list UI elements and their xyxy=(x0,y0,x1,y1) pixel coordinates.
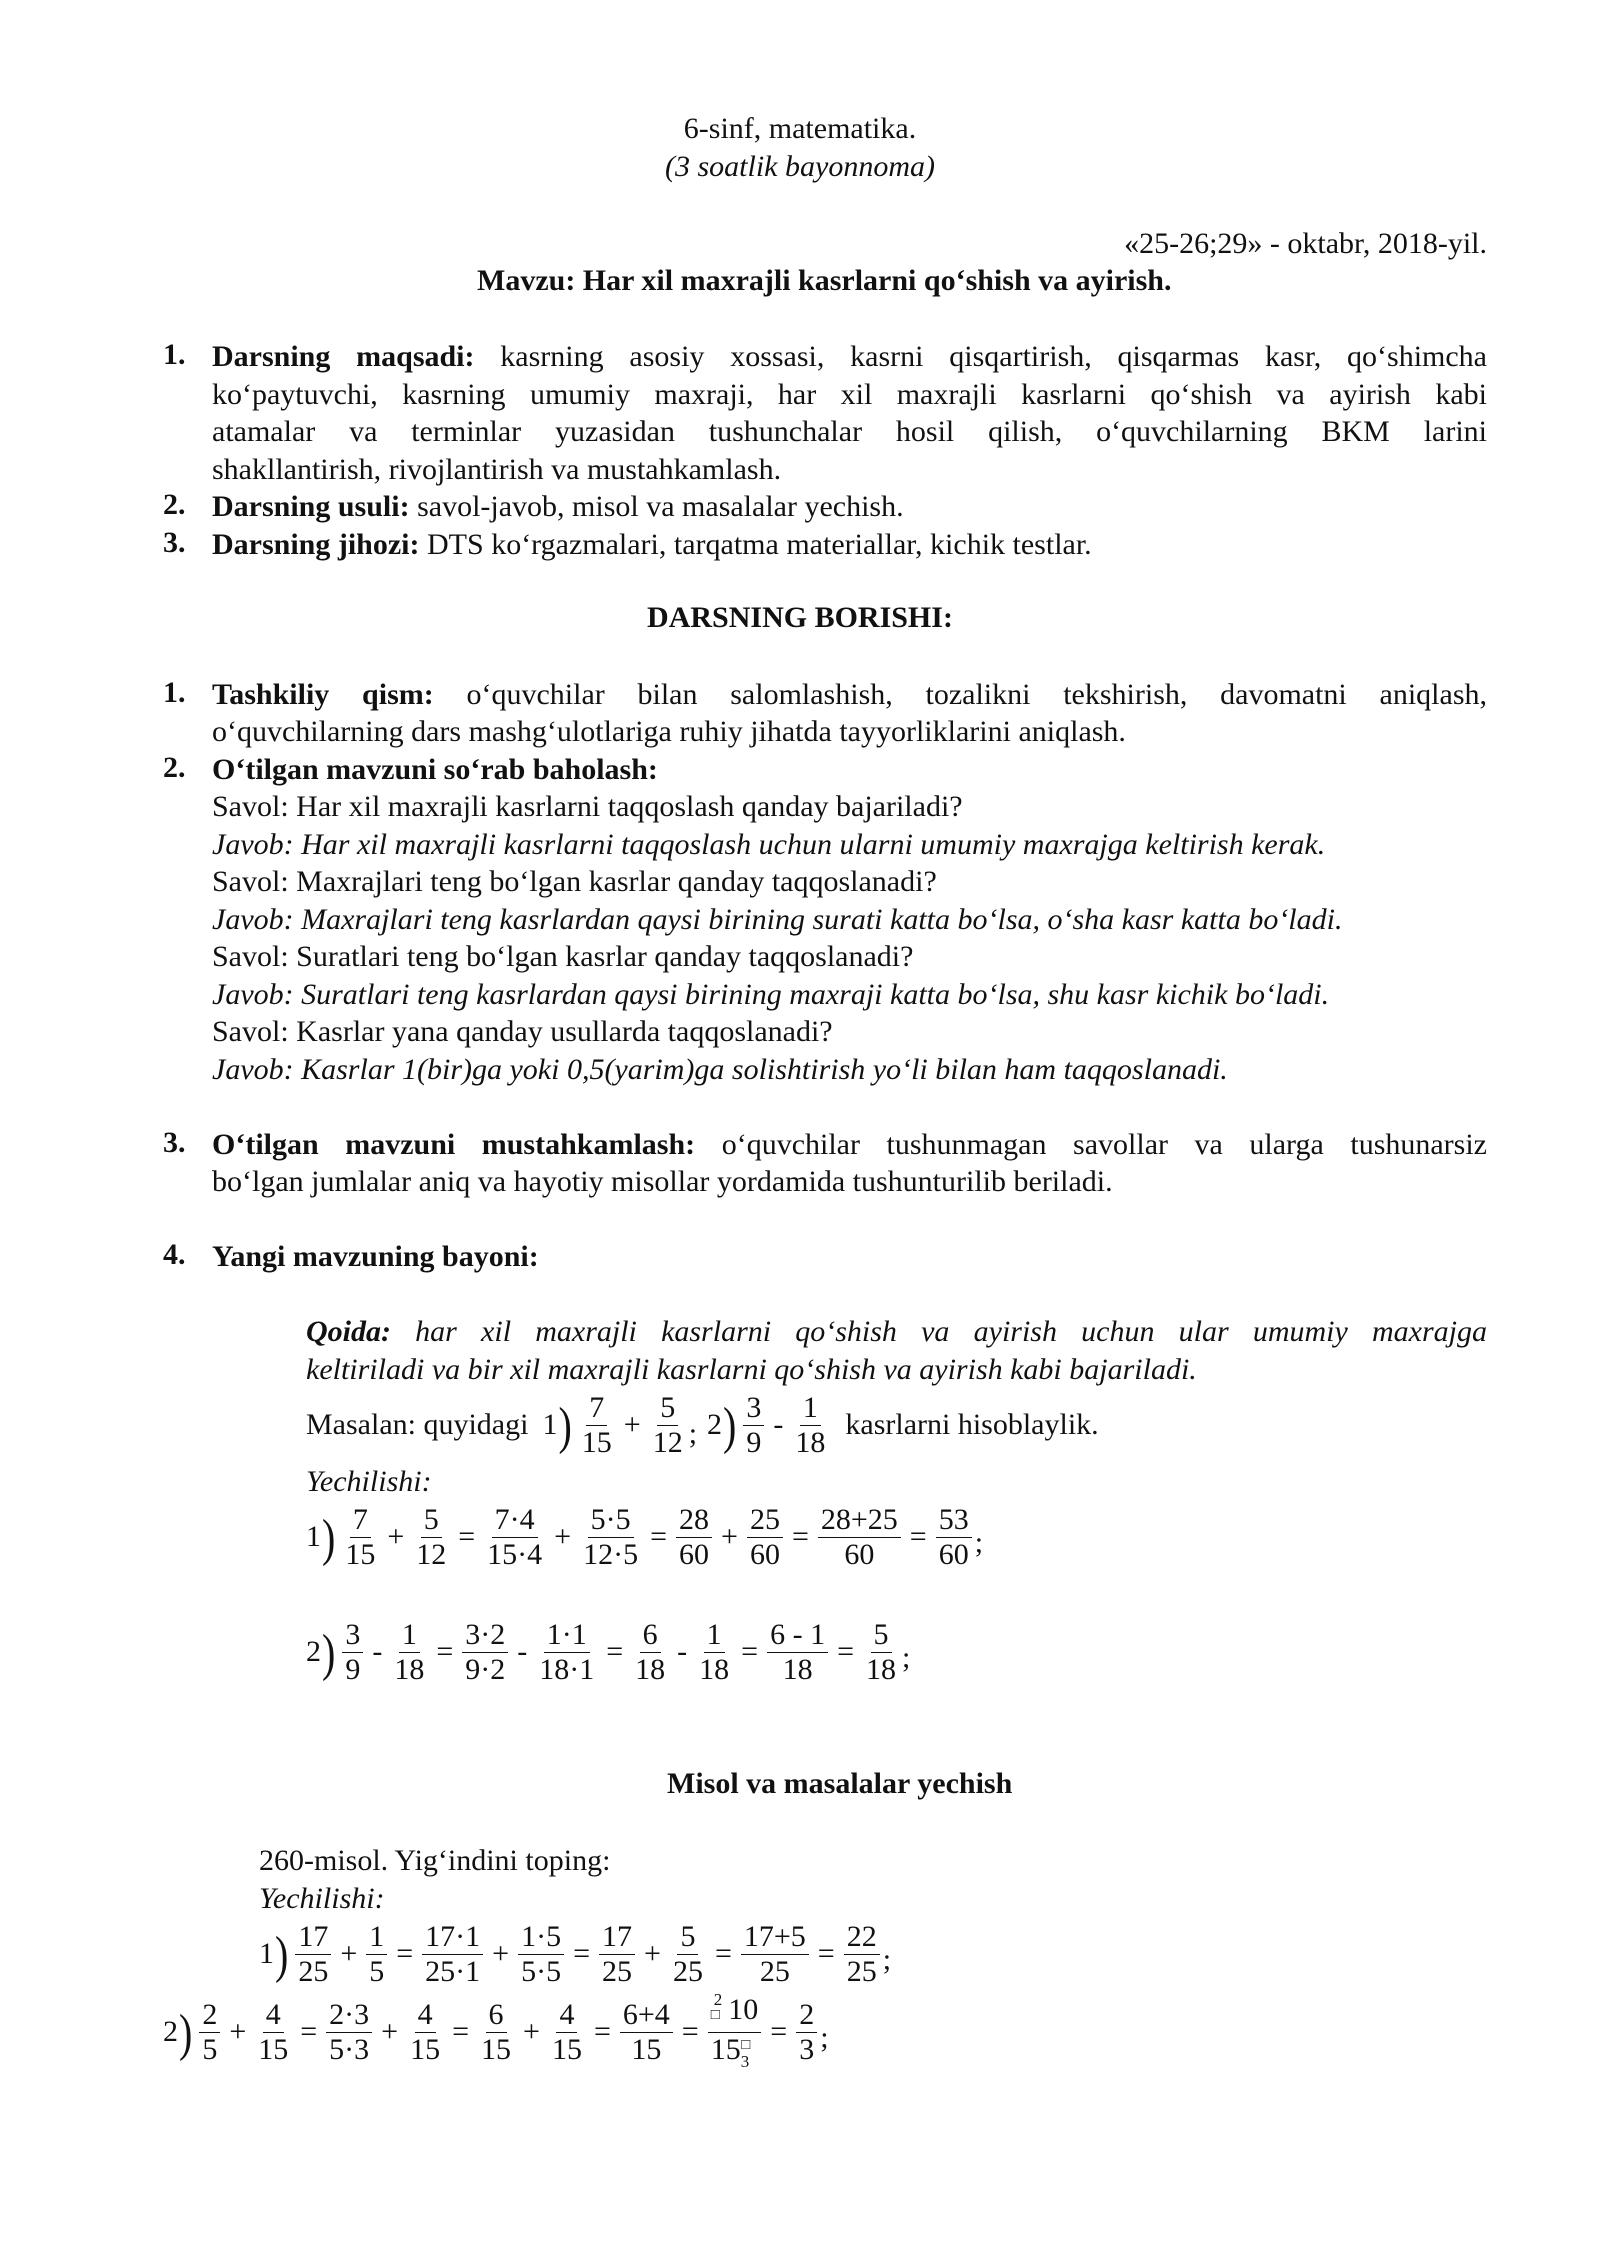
question: Savol: Maxrajlari teng bo‘lgan kasrlar qanday taqqoslanadi? xyxy=(212,865,937,898)
semicolon: ; xyxy=(902,1641,911,1674)
equals-sign: = xyxy=(770,2015,788,2048)
numerator: 22 xyxy=(844,1920,880,1955)
denominator: 60 xyxy=(679,1537,710,1571)
equals-sign: = xyxy=(741,1635,759,1668)
fraction xyxy=(342,1503,378,1572)
goal-purpose xyxy=(212,338,1487,376)
paren: ) xyxy=(723,1395,737,1455)
fraction xyxy=(295,1920,331,1989)
denominator: 18 xyxy=(782,1652,813,1686)
answer: Javob: Kasrlar 1(bir)ga yoki 0,5(yarim)ga solishtirish yo‘li bilan ham taqqoslanadi. xyxy=(212,1053,1228,1086)
equals-sign: = xyxy=(593,2015,611,2048)
denominator: 15 xyxy=(631,2032,662,2066)
denominator: 12 xyxy=(652,1425,683,1459)
plus-sign: + xyxy=(492,1937,510,1970)
denominator: 60 xyxy=(844,1537,875,1571)
reduced-denominator: $15_3^□$ xyxy=(710,2032,751,2071)
numerator: 5·5 xyxy=(588,1503,634,1538)
numerator: 6 xyxy=(486,1998,507,2033)
fraction xyxy=(743,1391,764,1460)
cancel-mark: 2 xyxy=(713,1989,723,2009)
equals-sign: = xyxy=(714,1937,732,1970)
denominator: 3 xyxy=(799,2032,815,2066)
denominator: 60 xyxy=(938,1537,969,1571)
numerator: 17+5 xyxy=(741,1920,809,1955)
step-reinforcement xyxy=(212,1126,1487,1164)
fraction xyxy=(747,1503,783,1572)
numerator: 28 xyxy=(676,1503,712,1538)
equals-sign: = xyxy=(837,1635,855,1668)
practice-1-equation xyxy=(259,1914,891,1994)
numerator: 4 xyxy=(415,1998,436,2033)
denominator: 5 xyxy=(202,2032,218,2066)
denominator: 18 xyxy=(394,1652,425,1686)
fraction xyxy=(391,1618,427,1687)
semicolon: ; xyxy=(974,1526,984,1559)
goal-text-line: shakllantirish, rivojlantirish va mustahkamlash. xyxy=(212,453,782,486)
step-label: Yangi mavzuning bayoni: xyxy=(212,1240,539,1273)
equation-number: 2 xyxy=(163,2015,178,2048)
numerator: 17 xyxy=(295,1920,331,1955)
question: Savol: Suratlari teng bo‘lgan kasrlar qanday taqqoslanadi? xyxy=(212,940,914,973)
plus-sign: + xyxy=(644,1937,661,1970)
step-number: 1. xyxy=(163,676,186,709)
fraction xyxy=(422,1920,483,1989)
section-heading: DARSNING BORISHI: xyxy=(647,601,953,634)
equals-sign: = xyxy=(452,2015,470,2048)
step-text-line: o‘quvchilarning dars mashg‘ulotlariga ruhiy jihatda tayyorliklarini aniqlash. xyxy=(212,715,1126,748)
fraction xyxy=(844,1920,880,1989)
numerator: 1·5 xyxy=(518,1920,564,1955)
goal-number: 3. xyxy=(163,526,186,559)
cancel-box: □ xyxy=(710,2006,720,2023)
goal-text: savol-javob, misol va masalalar yechish. xyxy=(409,490,904,523)
goal-number: 1. xyxy=(163,338,186,371)
rule-text xyxy=(306,1313,1487,1351)
step-number: 4. xyxy=(163,1238,186,1271)
numerator: 7 xyxy=(586,1391,607,1426)
solution-label: Yechilishi: xyxy=(259,1882,385,1915)
fraction xyxy=(818,1503,901,1572)
fraction xyxy=(632,1618,668,1687)
plus-sign: + xyxy=(554,1520,572,1553)
denominator: 15 xyxy=(551,2032,582,2066)
goal-method xyxy=(212,488,904,526)
goal-text: DTS ko‘rgazmalari, tarqatma materiallar, kichik testlar. xyxy=(419,528,1092,561)
rule-line: har xil maxrajli kasrlarni qo‘shish va ayirish uchun ular umumiy maxrajga xyxy=(391,1315,1487,1348)
equals-sign: = xyxy=(606,1635,624,1668)
fraction xyxy=(796,1998,817,2067)
denominator: 60 xyxy=(749,1537,780,1571)
numerator: 1·1 xyxy=(544,1618,590,1653)
denominator: 15 xyxy=(481,2032,512,2066)
date-line: «25-26;29» - oktabr, 2018-yil. xyxy=(1124,227,1487,260)
fraction xyxy=(741,1920,809,1989)
equation-number: 1 xyxy=(259,1937,274,1970)
step-text-line: bo‘lgan jumlalar aniq va hayotiy misollar yordamida tushunturilib beriladi. xyxy=(212,1165,1113,1198)
denominator: 15 xyxy=(258,2032,289,2066)
numerator: 5 xyxy=(421,1503,442,1538)
denominator: 9 xyxy=(746,1425,762,1459)
plus-sign: + xyxy=(523,2015,540,2048)
minus-sign: - xyxy=(517,1635,528,1668)
answer: Javob: Suratlari teng kasrlardan qaysi birining maxraji katta bo‘lsa, shu kasr kichik bo‘ladi. xyxy=(212,978,1330,1011)
numerator: 1 xyxy=(399,1618,420,1653)
denominator: 12·5 xyxy=(583,1537,639,1571)
plus-sign: + xyxy=(721,1520,738,1553)
fraction xyxy=(413,1503,449,1572)
equals-sign: = xyxy=(436,1635,454,1668)
fraction xyxy=(936,1503,972,1572)
cancel-box: □ xyxy=(741,2036,751,2053)
denominator: 9·2 xyxy=(465,1652,506,1686)
denominator: 15 xyxy=(410,2032,441,2066)
denominator: 18 xyxy=(866,1652,897,1686)
numerator: 5 xyxy=(871,1618,892,1653)
numerator: 3 xyxy=(743,1391,764,1426)
fraction xyxy=(670,1920,706,1989)
answer: Javob: Har xil maxrajli kasrlarni taqqoslash uchun ularni umumiy maxrajga keltirish kerak. xyxy=(212,828,1326,861)
cancel-mark: 3 xyxy=(740,2051,750,2071)
fraction xyxy=(767,1618,828,1687)
paren: ) xyxy=(322,1622,336,1682)
step-number: 3. xyxy=(163,1126,186,1159)
numerator: 3 xyxy=(342,1618,363,1653)
numerator: 17 xyxy=(599,1920,635,1955)
example-tail: kasrlarni hisoblaylik. xyxy=(845,1408,1099,1441)
paren: ) xyxy=(179,2002,193,2062)
equals-sign: = xyxy=(650,1520,668,1553)
subtitle: (3 soatlik bayonnoma) xyxy=(665,150,935,183)
fraction xyxy=(863,1618,899,1687)
rule-line: keltiriladi va bir xil maxrajli kasrlarni qo‘shish va ayirish kabi bajariladi. xyxy=(306,1353,1197,1386)
goal-label: Darsning maqsadi: xyxy=(212,340,475,373)
denominator: 5·5 xyxy=(521,1954,562,1988)
fraction xyxy=(255,1998,291,2067)
denominator: 9 xyxy=(345,1652,361,1686)
fraction xyxy=(326,1998,372,2067)
practice-2-equation xyxy=(163,1989,829,2072)
separator: ; xyxy=(688,1417,698,1450)
numerator: 3·2 xyxy=(462,1618,508,1653)
step-organization xyxy=(212,676,1487,714)
equals-sign: = xyxy=(458,1520,476,1553)
fraction xyxy=(462,1618,508,1687)
numerator: 5 xyxy=(657,1391,678,1426)
equation-number: 1 xyxy=(306,1520,321,1553)
minus-sign: - xyxy=(372,1635,383,1668)
goal-equipment xyxy=(212,526,1092,564)
denominator: 25·1 xyxy=(425,1954,481,1988)
numerator: 2 xyxy=(796,1998,817,2033)
numerator: 17·1 xyxy=(422,1920,483,1955)
goal-label: Darsning usuli: xyxy=(212,490,410,523)
solution-2-equation xyxy=(306,1612,910,1692)
equals-sign: = xyxy=(681,2015,699,2048)
step-label: Tashkiliy qism: xyxy=(212,678,434,711)
equals-sign: = xyxy=(791,1520,809,1553)
equation-number: 2 xyxy=(306,1635,321,1668)
answer: Javob: Maxrajlari teng kasrlardan qaysi birining surati katta bo‘lsa, o‘sha kasr katta bo‘ladi. xyxy=(212,903,1343,936)
goal-text-line: ko‘paytuvchi, kasrning umumiy maxraji, har xil maxrajli kasrlarni qo‘shish va ayirish kabi xyxy=(212,378,1487,411)
numerator: 2 xyxy=(199,1998,220,2033)
reduced-fraction xyxy=(708,1989,762,2072)
goal-text-line: atamalar va terminlar yuzasidan tushunchalar hosil qilish, o‘quvchilarning BKM larini xyxy=(212,415,1487,448)
fraction xyxy=(579,1391,615,1460)
grade-title: 6-sinf, matematika. xyxy=(683,112,917,145)
fraction xyxy=(549,1998,585,2067)
fraction xyxy=(792,1391,828,1460)
numerator: 6 xyxy=(640,1618,661,1653)
numerator: 1 xyxy=(366,1920,387,1955)
denominator: 25 xyxy=(672,1954,703,1988)
question: Savol: Har xil maxrajli kasrlarni taqqoslash qanday bajariladi? xyxy=(212,790,963,823)
denominator: 18 xyxy=(795,1425,826,1459)
example-number: 1 xyxy=(542,1408,558,1441)
fraction xyxy=(650,1391,686,1460)
step-number: 2. xyxy=(163,751,186,784)
denominator: 25 xyxy=(759,1954,790,1988)
plus-sign: + xyxy=(623,1408,641,1441)
question: Savol: Kasrlar yana qanday usullarda taqqoslanadi? xyxy=(212,1015,833,1048)
solution-label: Yechilishi: xyxy=(306,1465,432,1498)
plus-sign: + xyxy=(381,2015,399,2048)
denominator: 15·4 xyxy=(487,1537,543,1571)
paren: ) xyxy=(275,1924,289,1984)
topic-title: Mavzu: Har xil maxrajli kasrlarni qo‘shish va ayirish. xyxy=(477,264,1172,297)
fraction xyxy=(620,1998,673,2067)
fraction xyxy=(199,1998,220,2067)
equals-sign: = xyxy=(909,1520,927,1553)
goal-number: 2. xyxy=(163,488,186,521)
fraction xyxy=(518,1920,564,1989)
step-label: O‘tilgan mavzuni so‘rab baholash: xyxy=(212,753,658,786)
solution-1-equation xyxy=(306,1497,983,1577)
numerator: 4 xyxy=(263,1998,284,2033)
step-text: o‘quvchilar tushunmagan savollar va ularga tushunarsiz xyxy=(695,1128,1487,1161)
numerator: 53 xyxy=(936,1503,972,1538)
denominator: 25 xyxy=(602,1954,633,1988)
minus-sign: - xyxy=(677,1635,688,1668)
step-label: O‘tilgan mavzuni mustahkamlash: xyxy=(212,1128,696,1161)
task-title: 260-misol. Yig‘indini toping: xyxy=(259,1844,611,1877)
denominator: 15 xyxy=(581,1425,612,1459)
goal-label: Darsning jihozi: xyxy=(212,528,420,561)
numerator: 25 xyxy=(747,1503,783,1538)
denominator: 18 xyxy=(699,1652,730,1686)
denominator: 12 xyxy=(416,1537,447,1571)
fraction xyxy=(599,1920,635,1989)
semicolon: ; xyxy=(820,2021,829,2054)
minus-sign: - xyxy=(773,1408,784,1441)
equals-sign: = xyxy=(396,1937,414,1970)
plus-sign: + xyxy=(387,1520,405,1553)
example-lead: Masalan: quyidagi xyxy=(306,1408,529,1441)
paren: ) xyxy=(322,1507,336,1567)
numerator: 6 - 1 xyxy=(767,1618,828,1653)
plus-sign: + xyxy=(229,2015,247,2048)
numerator: 7 xyxy=(350,1503,371,1538)
numerator: 1 xyxy=(704,1618,725,1653)
fraction xyxy=(478,1998,514,2067)
numerator: 4 xyxy=(556,1998,577,2033)
practice-heading: Misol va masalalar yechish xyxy=(667,1767,1013,1800)
reduced-numerator: □$^2$ 10 xyxy=(708,1993,762,2033)
numerator: 5 xyxy=(677,1920,698,1955)
fraction xyxy=(696,1618,732,1687)
goal-text: kasrning asosiy xossasi, kasrni qisqartirish, qisqarmas kasr, qo‘shimcha xyxy=(474,340,1487,373)
numerator: 1 xyxy=(800,1391,821,1426)
numerator: 6+4 xyxy=(620,1998,673,2033)
numerator: 28+25 xyxy=(818,1503,901,1538)
denominator: 5·3 xyxy=(329,2032,370,2066)
denominator: 15 xyxy=(345,1537,376,1571)
fraction xyxy=(676,1503,712,1572)
denominator: 18·1 xyxy=(539,1652,595,1686)
denominator: 18 xyxy=(635,1652,666,1686)
numerator: 7·4 xyxy=(492,1503,538,1538)
equals-sign: = xyxy=(300,2015,318,2048)
semicolon: ; xyxy=(882,1943,892,1976)
plus-sign: + xyxy=(340,1937,358,1970)
fraction xyxy=(484,1503,545,1572)
equals-sign: = xyxy=(573,1937,591,1970)
fraction xyxy=(407,1998,443,2067)
equals-sign: = xyxy=(817,1937,835,1970)
numerator: 2·3 xyxy=(326,1998,372,2033)
denominator: 5 xyxy=(369,1954,385,1988)
fraction xyxy=(342,1618,363,1687)
rule-label: Qoida: xyxy=(306,1315,391,1348)
paren: ) xyxy=(558,1395,572,1455)
denominator: 25 xyxy=(846,1954,877,1988)
step-text: o‘quvchilar bilan salomlashish, tozalikni tekshirish, davomatni aniqlash, xyxy=(433,678,1487,711)
example-number: 2 xyxy=(707,1408,723,1441)
fraction xyxy=(366,1920,387,1989)
fraction xyxy=(580,1503,641,1572)
fraction xyxy=(536,1618,597,1687)
example-line xyxy=(306,1385,1099,1465)
denominator: 25 xyxy=(298,1954,329,1988)
